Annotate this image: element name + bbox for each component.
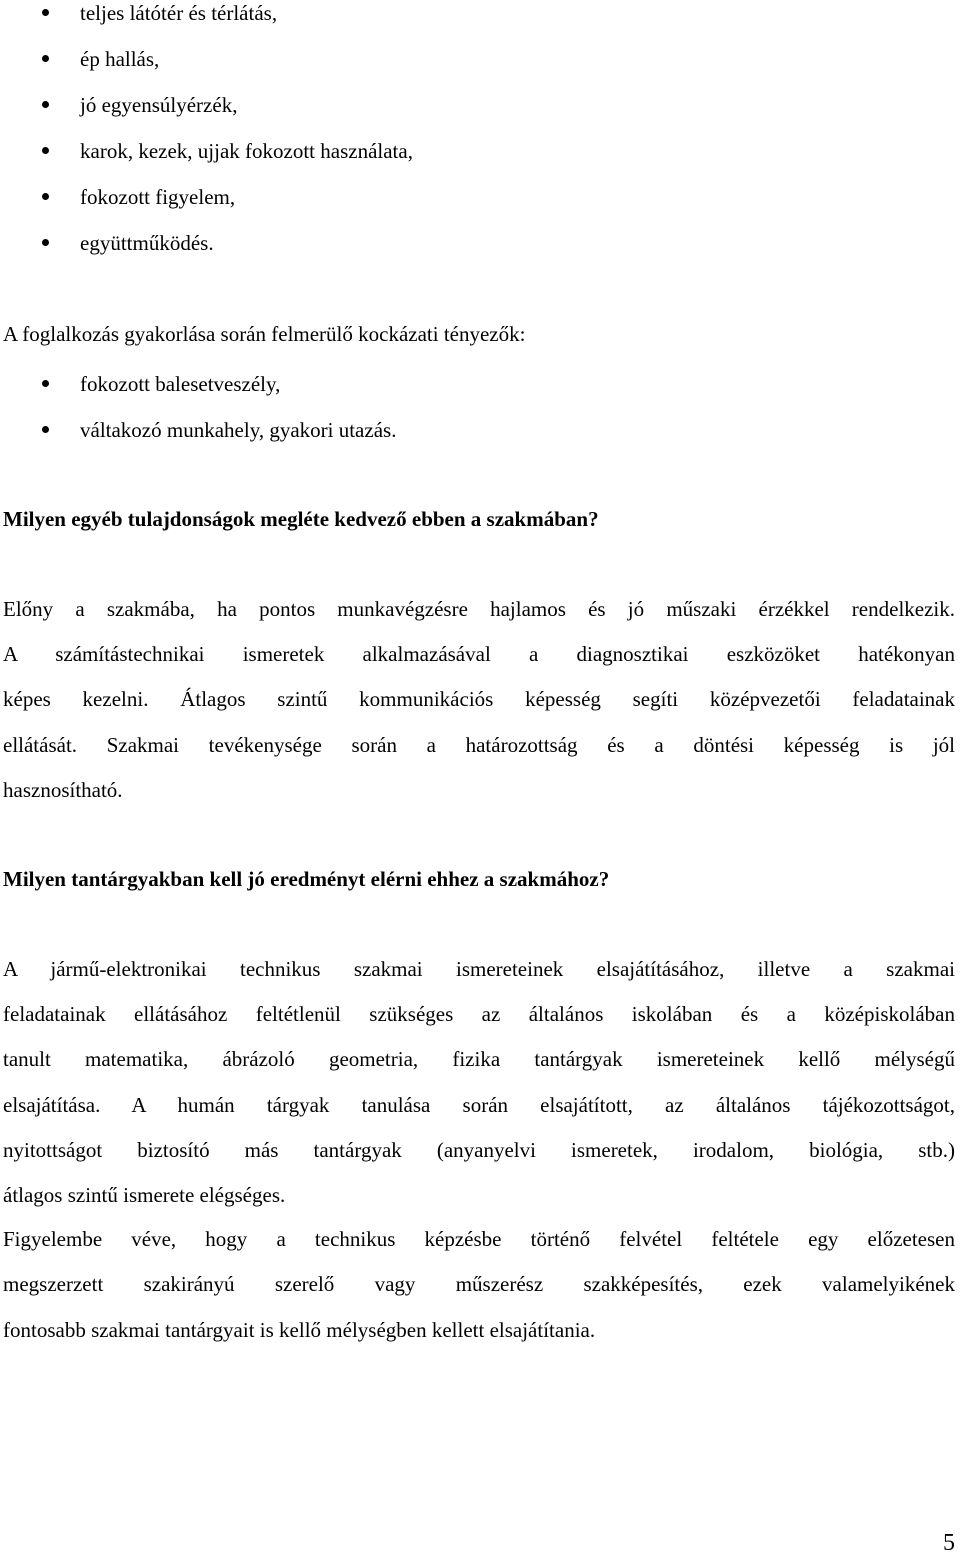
list-item-text: váltakozó munkahely, gyakori utazás. [80, 418, 397, 442]
bullet-icon [42, 147, 49, 154]
paragraph-line: ellátását. Szakmai tevékenysége során a határozottság és a döntési képesség is jól [3, 733, 955, 757]
bullet-icon [42, 239, 49, 246]
bullet-icon [42, 380, 49, 387]
list-item-text: ép hallás, [80, 47, 160, 71]
bullet-icon [42, 9, 49, 16]
section-heading: Milyen tantárgyakban kell jó eredményt elérni ehhez a szakmához? [3, 867, 610, 891]
bullet-icon [42, 193, 49, 200]
paragraph-line: Figyelembe véve, hogy a technikus képzésbe történő felvétel feltétele egy előzetesen [3, 1227, 955, 1251]
paragraph-line: képes kezelni. Átlagos szintű kommunikációs képesség segíti középvezetői feladatainak [3, 687, 955, 711]
paragraph-line: Előny a szakmába, ha pontos munkavégzésre hajlamos és jó műszaki érzékkel rendelkezik. [3, 597, 955, 621]
list-item [0, 138, 413, 184]
paragraph-line: A jármű-elektronikai technikus szakmai ismereteinek elsajátításához, illetve a szakmai [3, 957, 955, 981]
list-item-text: fokozott figyelem, [80, 185, 236, 209]
paragraph-line: fontosabb szakmai tantárgyait is kellő mélységben kellett elsajátítania. [3, 1318, 596, 1342]
page-number: 5 [943, 1530, 955, 1556]
paragraph-line: feladatainak ellátásához feltétlenül szükséges az általános iskolában és a középiskolában [3, 1002, 955, 1026]
risk-factors-list [0, 371, 396, 463]
list-item [0, 371, 396, 417]
list-item-text: fokozott balesetveszély, [80, 372, 281, 396]
list-item [0, 230, 413, 276]
paragraph-line: elsajátítása. A humán tárgyak tanulása során elsajátított, az általános tájékozottságot, [3, 1093, 955, 1117]
list-item [0, 0, 413, 46]
paragraph-line: hasznosítható. [3, 778, 123, 802]
list-item [0, 92, 413, 138]
list-item-text: karok, kezek, ujjak fokozott használata, [80, 139, 413, 163]
list-item [0, 46, 413, 92]
risk-factors-intro: A foglalkozás gyakorlása során felmerülő kockázati tényezők: [3, 322, 526, 346]
requirements-list [0, 0, 413, 276]
paragraph-line: A számítástechnikai ismeretek alkalmazásával a diagnosztikai eszközöket hatékonyan [3, 642, 955, 666]
bullet-icon [42, 101, 49, 108]
list-item [0, 417, 396, 463]
bullet-icon [42, 426, 49, 433]
list-item-text: együttműködés. [80, 231, 214, 255]
list-item-text: jó egyensúlyérzék, [80, 93, 238, 117]
paragraph-line: átlagos szintű ismerete elégséges. [3, 1183, 286, 1207]
list-item [0, 184, 413, 230]
section-heading: Milyen egyéb tulajdonságok megléte kedvező ebben a szakmában? [3, 507, 599, 531]
list-item-text: teljes látótér és térlátás, [80, 1, 278, 25]
paragraph-line: nyitottságot biztosító más tantárgyak (anyanyelvi ismeretek, irodalom, biológia, stb.) [3, 1138, 955, 1162]
paragraph-line: megszerzett szakirányú szerelő vagy műszerész szakképesítés, ezek valamelyikének [3, 1272, 955, 1296]
paragraph-line: tanult matematika, ábrázoló geometria, fizika tantárgyak ismereteinek kellő mélységű [3, 1047, 955, 1071]
bullet-icon [42, 55, 49, 62]
